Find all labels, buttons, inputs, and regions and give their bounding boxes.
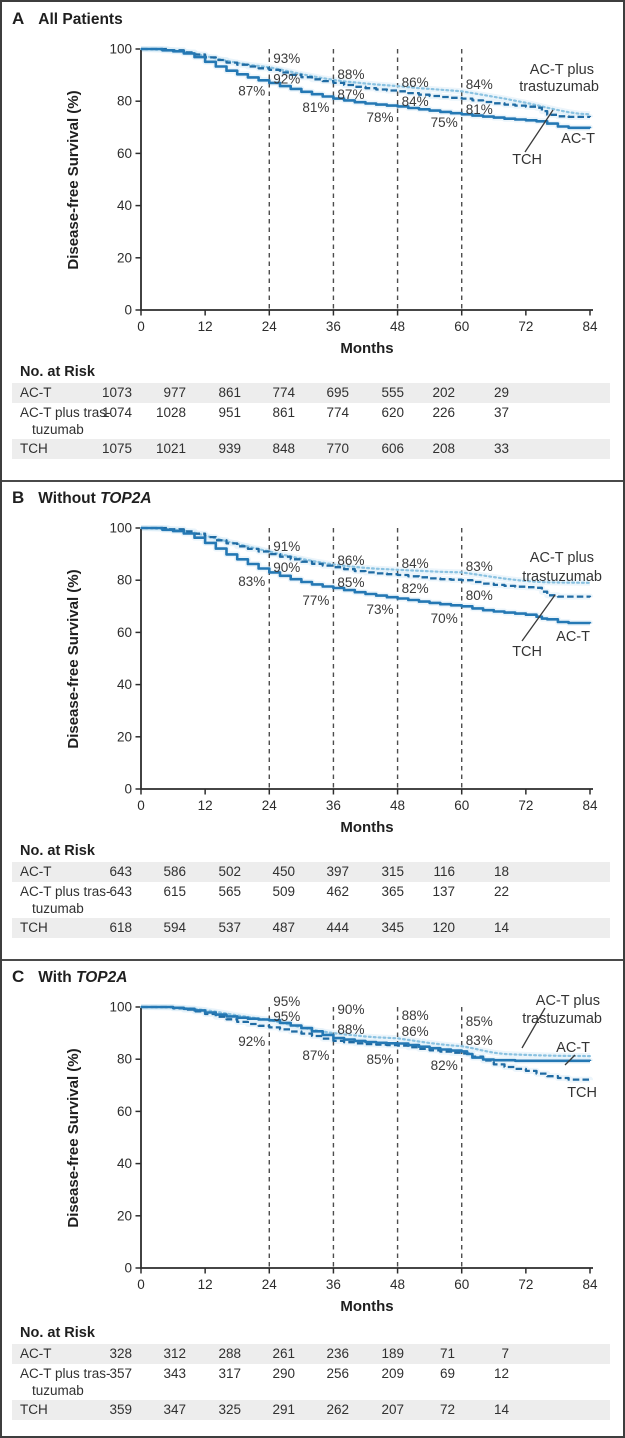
y-tick-label: 80 [116, 93, 132, 109]
risk-value: 397 [326, 864, 349, 879]
y-tick-label: 100 [109, 520, 132, 536]
annotation-24mo: 87% [238, 83, 266, 99]
risk-row-label: TCH [20, 920, 48, 935]
risk-value: 207 [381, 1402, 404, 1417]
x-tick-label: 12 [197, 319, 213, 334]
risk-value: 120 [432, 920, 455, 935]
risk-row-label: AC-T plus tras- [20, 1366, 111, 1381]
risk-value: 1075 [101, 441, 132, 456]
x-tick-label: 36 [325, 798, 341, 813]
annotation-48mo: 88% [401, 1007, 429, 1023]
risk-value: 359 [109, 1402, 132, 1417]
panel-c-title: With TOP2A [38, 969, 128, 986]
risk-value: 586 [163, 864, 186, 879]
annotation-24mo: 91% [273, 538, 301, 554]
y-axis-title: Disease-free Survival (%) [65, 90, 82, 270]
annotation-24mo: 92% [273, 71, 301, 87]
x-tick-label: 48 [390, 319, 406, 334]
annotation-24mo: 95% [273, 993, 301, 1009]
risk-value: 487 [272, 920, 295, 935]
risk-value: 72 [439, 1402, 455, 1417]
risk-value: 14 [493, 1402, 509, 1417]
risk-value: 347 [163, 1402, 186, 1417]
annotation-36mo: 81% [302, 99, 330, 115]
risk-value: 343 [163, 1366, 186, 1381]
annotation-48mo: 78% [366, 110, 394, 126]
y-tick-label: 100 [109, 999, 132, 1015]
x-tick-label: 72 [518, 319, 534, 334]
x-tick-label: 72 [518, 1277, 534, 1292]
curve-label-ac-t-plus: AC-T plus [535, 993, 600, 1009]
risk-value: 977 [163, 385, 186, 400]
risk-table-without-top2a [2, 481, 625, 960]
risk-value: 29 [493, 385, 509, 400]
annotation-48mo: 86% [401, 1023, 429, 1039]
annotation-24mo: 93% [273, 51, 301, 67]
curve-label-ac-t: AC-T [561, 131, 595, 147]
panel-a [2, 2, 625, 481]
curve-label-trastuzumab: trastuzumab [522, 569, 602, 585]
risk-table-all-patients [2, 2, 625, 481]
risk-row-label: AC-T plus tras- [20, 884, 111, 899]
x-tick-label: 24 [261, 798, 277, 813]
annotation-48mo: 86% [401, 74, 429, 90]
y-tick-label: 80 [116, 572, 132, 588]
risk-value: 951 [218, 405, 241, 420]
risk-value: 71 [439, 1346, 455, 1361]
risk-value: 618 [109, 920, 132, 935]
risk-value: 643 [109, 864, 132, 879]
risk-value: 12 [493, 1366, 509, 1381]
y-tick-label: 60 [116, 624, 132, 640]
annotation-36mo: 88% [337, 1021, 365, 1037]
risk-value: 315 [381, 864, 404, 879]
risk-row-label: AC-T plus tras- [20, 405, 111, 420]
x-tick-label: 84 [582, 319, 598, 334]
annotation-36mo: 87% [302, 1048, 330, 1064]
panel-a-title: All Patients [38, 11, 123, 28]
risk-value: 236 [326, 1346, 349, 1361]
annotation-60mo: 80% [465, 588, 493, 604]
x-axis-title: Months [340, 1298, 394, 1315]
risk-row-label: AC-T [20, 864, 52, 879]
annotation-24mo: 92% [238, 1033, 266, 1049]
risk-row-label: TCH [20, 1402, 48, 1417]
x-tick-label: 72 [518, 798, 534, 813]
annotation-24mo: 90% [273, 559, 301, 575]
risk-value: 209 [381, 1366, 404, 1381]
risk-table-header: No. at Risk [20, 364, 95, 380]
risk-row-label-wrap: tuzumab [32, 901, 84, 916]
risk-value: 345 [381, 920, 404, 935]
annotation-24mo: 95% [273, 1008, 301, 1024]
panel-c [2, 960, 625, 1438]
x-tick-label: 48 [390, 1277, 406, 1292]
annotation-60mo: 75% [430, 115, 458, 131]
risk-value: 18 [493, 864, 509, 879]
annotation-24mo: 83% [238, 574, 266, 590]
risk-value: 226 [432, 405, 455, 420]
annotation-48mo: 84% [401, 93, 429, 109]
y-tick-label: 0 [124, 302, 132, 318]
annotation-60mo: 85% [465, 1013, 493, 1029]
x-axis-title: Months [340, 340, 394, 357]
y-tick-label: 20 [116, 250, 132, 266]
risk-value: 774 [272, 385, 295, 400]
risk-value: 848 [272, 441, 295, 456]
risk-value: 291 [272, 1402, 295, 1417]
risk-value: 317 [218, 1366, 241, 1381]
risk-value: 208 [432, 441, 455, 456]
curve-label-tch: TCH [512, 152, 542, 168]
x-tick-label: 24 [261, 319, 277, 334]
risk-value: 357 [109, 1366, 132, 1381]
risk-value: 643 [109, 884, 132, 899]
risk-value: 770 [326, 441, 349, 456]
annotation-60mo: 83% [465, 1032, 493, 1048]
annotation-48mo: 73% [366, 602, 394, 618]
risk-value: 537 [218, 920, 241, 935]
y-tick-label: 100 [109, 41, 132, 57]
risk-value: 69 [439, 1366, 455, 1381]
curve-label-trastuzumab: trastuzumab [519, 79, 599, 95]
annotation-48mo: 84% [401, 555, 429, 571]
x-tick-label: 0 [137, 1277, 145, 1292]
y-tick-label: 60 [116, 145, 132, 161]
x-tick-label: 0 [137, 319, 145, 334]
y-tick-label: 0 [124, 1260, 132, 1276]
risk-value: 256 [326, 1366, 349, 1381]
risk-value: 565 [218, 884, 241, 899]
x-axis-title: Months [340, 819, 394, 836]
risk-value: 1073 [101, 385, 132, 400]
risk-value: 328 [109, 1346, 132, 1361]
x-tick-label: 24 [261, 1277, 277, 1292]
annotation-36mo: 85% [337, 575, 365, 591]
annotation-36mo: 87% [337, 86, 365, 102]
y-tick-label: 20 [116, 1208, 132, 1224]
annotation-60mo: 84% [465, 76, 493, 92]
x-tick-label: 60 [454, 319, 470, 334]
risk-value: 695 [326, 385, 349, 400]
risk-row-label-wrap: tuzumab [32, 422, 84, 437]
x-tick-label: 84 [582, 798, 598, 813]
y-tick-label: 80 [116, 1051, 132, 1067]
panel-b-title: Without TOP2A [38, 490, 152, 507]
x-tick-label: 60 [454, 798, 470, 813]
risk-value: 202 [432, 385, 455, 400]
annotation-48mo: 85% [366, 1051, 394, 1067]
risk-value: 365 [381, 884, 404, 899]
x-tick-label: 12 [197, 798, 213, 813]
x-tick-label: 12 [197, 1277, 213, 1292]
risk-value: 137 [432, 884, 455, 899]
risk-value: 22 [493, 884, 509, 899]
y-tick-label: 20 [116, 729, 132, 745]
risk-value: 444 [326, 920, 349, 935]
y-tick-label: 40 [116, 1156, 132, 1172]
risk-value: 37 [493, 405, 509, 420]
risk-value: 620 [381, 405, 404, 420]
annotation-60mo: 81% [465, 102, 493, 118]
risk-value: 1021 [155, 441, 186, 456]
risk-value: 509 [272, 884, 295, 899]
risk-value: 462 [326, 884, 349, 899]
curve-label-ac-t: AC-T [556, 629, 590, 645]
risk-value: 261 [272, 1346, 295, 1361]
annotation-60mo: 83% [465, 558, 493, 574]
curve-label-ac-t: AC-T [556, 1040, 590, 1056]
risk-table-with-top2a [2, 960, 625, 1438]
risk-row-label-wrap: tuzumab [32, 1383, 84, 1398]
annotation-60mo: 82% [430, 1057, 458, 1073]
panel-c-letter: C [12, 967, 25, 986]
annotation-36mo: 77% [302, 593, 330, 609]
y-tick-label: 0 [124, 781, 132, 797]
risk-value: 861 [272, 405, 295, 420]
annotation-36mo: 88% [337, 66, 365, 82]
risk-value: 262 [326, 1402, 349, 1417]
annotation-36mo: 86% [337, 552, 365, 568]
risk-table-header: No. at Risk [20, 843, 95, 859]
risk-value: 116 [433, 864, 455, 879]
curve-label-ac-t-plus: AC-T plus [529, 62, 594, 78]
risk-value: 450 [272, 864, 295, 879]
risk-value: 7 [501, 1346, 509, 1361]
risk-value: 606 [381, 441, 404, 456]
annotation-48mo: 82% [401, 581, 429, 597]
curve-label-tch: TCH [512, 644, 542, 660]
x-tick-label: 84 [582, 1277, 598, 1292]
y-tick-label: 60 [116, 1103, 132, 1119]
risk-value: 290 [272, 1366, 295, 1381]
x-tick-label: 36 [325, 319, 341, 334]
risk-row-label: TCH [20, 441, 48, 456]
risk-value: 594 [163, 920, 186, 935]
y-tick-label: 40 [116, 677, 132, 693]
risk-value: 33 [493, 441, 509, 456]
curve-label-ac-t-plus: AC-T plus [529, 550, 594, 566]
panel-a-letter: A [12, 9, 25, 28]
risk-value: 14 [493, 920, 509, 935]
y-axis-title: Disease-free Survival (%) [65, 569, 82, 749]
curve-label-trastuzumab: trastuzumab [522, 1011, 602, 1027]
risk-value: 861 [218, 385, 241, 400]
risk-value: 555 [381, 385, 404, 400]
x-tick-label: 0 [137, 798, 145, 813]
risk-value: 312 [163, 1346, 186, 1361]
annotation-60mo: 70% [430, 611, 458, 627]
y-tick-label: 40 [116, 198, 132, 214]
risk-value: 288 [218, 1346, 241, 1361]
risk-value: 189 [381, 1346, 404, 1361]
risk-value: 939 [218, 441, 241, 456]
risk-value: 1074 [101, 405, 132, 420]
y-axis-title: Disease-free Survival (%) [65, 1048, 82, 1228]
annotation-36mo: 90% [337, 1001, 365, 1017]
risk-value: 325 [218, 1402, 241, 1417]
x-tick-label: 48 [390, 798, 406, 813]
risk-row-label: AC-T [20, 1346, 52, 1361]
risk-value: 1028 [155, 405, 186, 420]
curve-label-tch: TCH [567, 1085, 597, 1101]
risk-table-header: No. at Risk [20, 1325, 95, 1341]
x-tick-label: 60 [454, 1277, 470, 1292]
panel-b [2, 481, 625, 960]
risk-value: 502 [218, 864, 241, 879]
risk-row-label: AC-T [20, 385, 52, 400]
risk-value: 615 [163, 884, 186, 899]
x-tick-label: 36 [325, 1277, 341, 1292]
panel-b-letter: B [12, 488, 25, 507]
risk-value: 774 [326, 405, 349, 420]
